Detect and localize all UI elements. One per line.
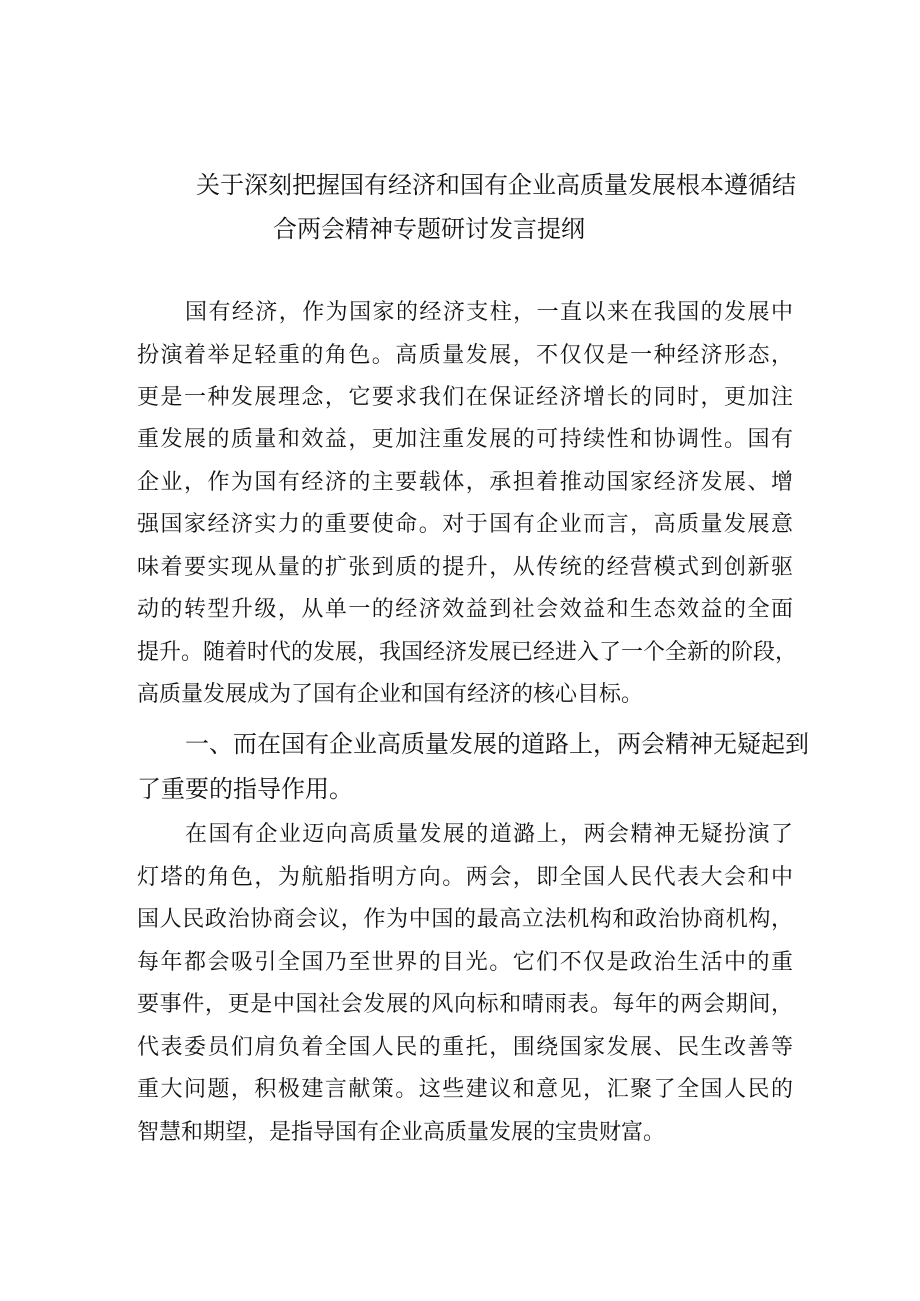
paragraph-2-line-4: 每年都会吸引全国乃至世界的目光。它们不仅是政治生活中的重	[137, 950, 793, 975]
paragraph-1-line-2: 扮演着举足轻重的角色。高质量发展，不仅仅是一种经济形态，	[137, 343, 793, 368]
paragraph-1-line-8: 动的转型升级，从单一的经济效益到社会效益和生态效益的全面	[137, 597, 793, 622]
paragraph-1-line-4: 重发展的质量和效益，更加注重发展的可持续性和协调性。国有	[137, 427, 793, 452]
document-title-line-1: 关于深刻把握国有经济和国有企业高质量发展根本遵循结	[196, 171, 796, 199]
paragraph-2-line-6: 代表委员们肩负着全国人民的重托，围绕国家发展、民生改善等	[137, 1035, 793, 1060]
paragraph-1-line-10: 高质量发展成为了国有企业和国有经济的核心目标。	[137, 682, 644, 707]
paragraph-2-line-7: 重大问题，积极建言献策。这些建议和意见，汇聚了全国人民的	[137, 1077, 793, 1102]
paragraph-2-line-1: 在国有企业迈向高质量发展的道潞上，两会精神无疑扮演了	[185, 822, 793, 847]
paragraph-1-line-5: 企业，作为国有经济的主要载体，承担着推动国家经济发展、增	[137, 470, 793, 495]
document-title-line-2: 合两会精神专题研讨发言提纲	[273, 215, 585, 243]
paragraph-1-line-6: 强国家经济实力的重要使命。对于国有企业而言，高质量发展意	[137, 512, 793, 537]
paragraph-1-line-1: 国有经济，作为国家的经济支柱，一直以来在我国的发展中	[185, 300, 793, 325]
paragraph-2-line-5: 要事件，更是中国社会发展的风向标和晴雨表。每年的两会期间，	[137, 992, 793, 1017]
section-heading-1-line-2: 了重要的指导作用。	[137, 775, 353, 803]
section-heading-1-line-1: 一、而在国有企业高质量发展的道路上，两会精神无疑起到	[185, 730, 809, 758]
paragraph-1-line-3: 更是一种发展理念，它要求我们在保证经济增长的同时，更加注	[137, 385, 793, 410]
paragraph-2-line-3: 国人民政治协商会议，作为中国的最高立法机构和政治协商机构，	[137, 907, 793, 932]
paragraph-1-line-9: 提升。随着时代的发展，我国经济发展已经进入了一个全新的阶段，	[137, 640, 798, 665]
paragraph-2-line-8: 智慧和期望，是指导国有企业高质量发展的宝贵财富。	[137, 1120, 666, 1145]
paragraph-2-line-2: 灯塔的角色，为航船指明方向。两会，即全国人民代表大会和中	[137, 865, 793, 890]
paragraph-1-line-7: 味着要实现从量的扩张到质的提升，从传统的经营模式到创新驱	[137, 555, 793, 580]
